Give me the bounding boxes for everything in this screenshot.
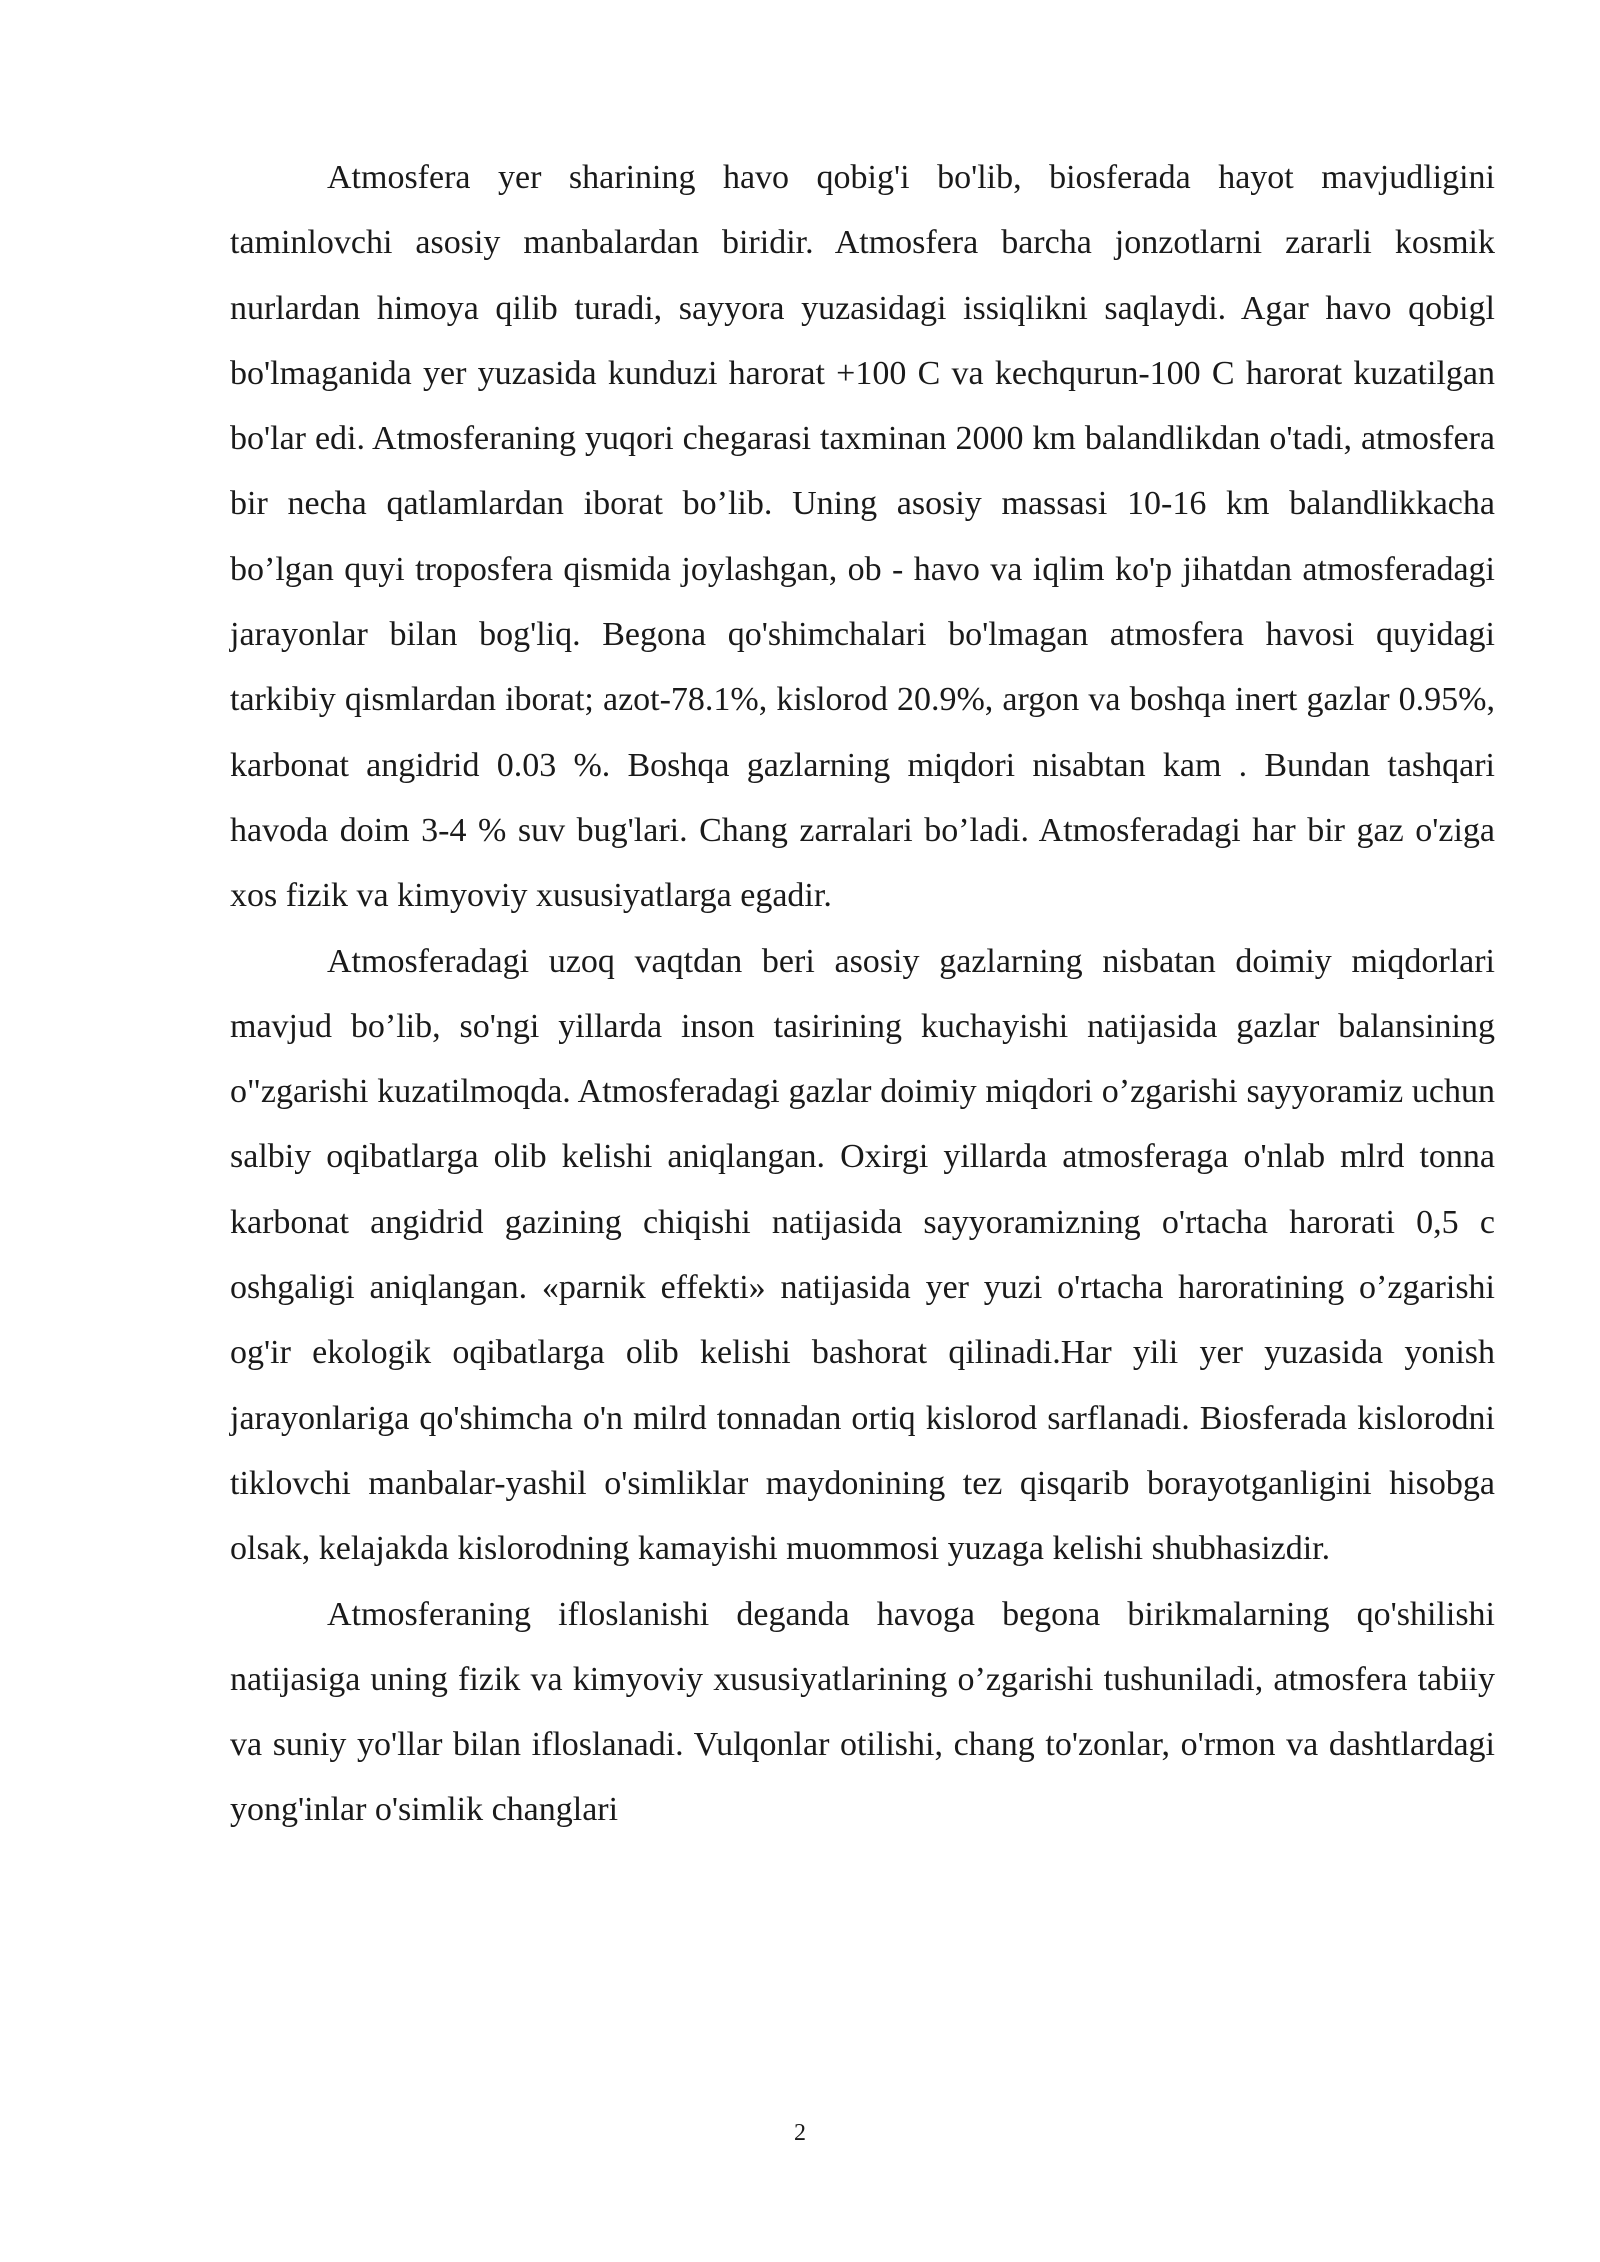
document-body — [230, 145, 1495, 1843]
paragraph-pollution: Atmosferaning ifloslanishi deganda havoga begona birikmalarning qo'shilishi natijasiga uning fizik va kimyoviy xususiyatlarining o’zgarishi tushuniladi, atmosfera tabiiy va suniy yo'llar bilan ifloslanadi. Vulqonlar otilishi, chang to'zonlar, o'rmon va dashtlardagi yong'inlar o'simlik changlari — [230, 1595, 1495, 1829]
paragraph-gas-balance: Atmosferadagi uzoq vaqtdan beri asosiy gazlarning nisbatan doimiy miqdorlari mavjud bo’lib, so'ngi yillarda inson tasirining kuchayishi natijasida gazlar balansining o"zgarishi kuzatilmoqda. Atmosferadagi gazlar doimiy miqdori o’zgarishi sayyoramiz uchun salbiy oqibatlarga olib kelishi aniqlangan. Oxirgi yillarda atmosferaga o'nlab mlrd tonna karbonat angidrid gazining chiqishi natijasida sayyoramizning o'rtacha harorati 0,5 c oshgaligi aniqlangan. «parnik effekti» natijasida yer yuzi o'rtacha haroratining o’zgarishi og'ir ekologik oqibatlarga olib kelishi bashorat qilinadi.Har yili yer yuzasida yonish jarayonlariga qo'shimcha o'n milrd tonnadan ortiq kislorod sarflanadi. Biosferada kislorodni tiklovchi manbalar-yashil o'simliklar maydonining tez qisqarib borayotganligini hisobga olsak, kelajakda kislorodning kamayishi muommosi yuzaga kelishi shubhasizdir. — [230, 942, 1495, 1568]
page-number: 2 — [794, 2120, 806, 2146]
paragraph-atmosphere-intro: Atmosfera yer sharining havo qobig'i bo'lib, biosferada hayot mavjudligini taminlovchi asosiy manbalardan biridir. Atmosfera barcha jonzotlarni zararli kosmik nurlardan himoya qilib turadi, sayyora yuzasidagi issiqlikni saqlaydi. Agar havo qobigl bo'lmaganida yer yuzasida kunduzi harorat +100 C va kechqurun-100 C harorat kuzatilgan bo'lar edi. Atmosferaning yuqori chegarasi taxminan 2000 km balandlikdan o'tadi, atmosfera bir necha qatlamlardan iborat bo’lib. Uning asosiy massasi 10-16 km balandlikkacha bo’lgan quyi troposfera qismida joylashgan, ob - havo va iqlim ko'p jihatdan atmosferadagi jarayonlar bilan bog'liq. Begona qo'shimchalari bo'lmagan atmosfera havosi quyidagi tarkibiy qismlardan iborat; azot-78.1%, kislorod 20.9%, argon va boshqa inert gazlar 0.95%, karbonat angidrid 0.03 %. Boshqa gazlarning miqdori nisabtan kam . Bundan tashqari havoda doim 3-4 % suv bug'lari. Chang zarralari bo’ladi. Atmosferadagi har bir gaz o'ziga xos fizik va kimyoviy xususiyatlarga egadir. — [230, 159, 1495, 915]
